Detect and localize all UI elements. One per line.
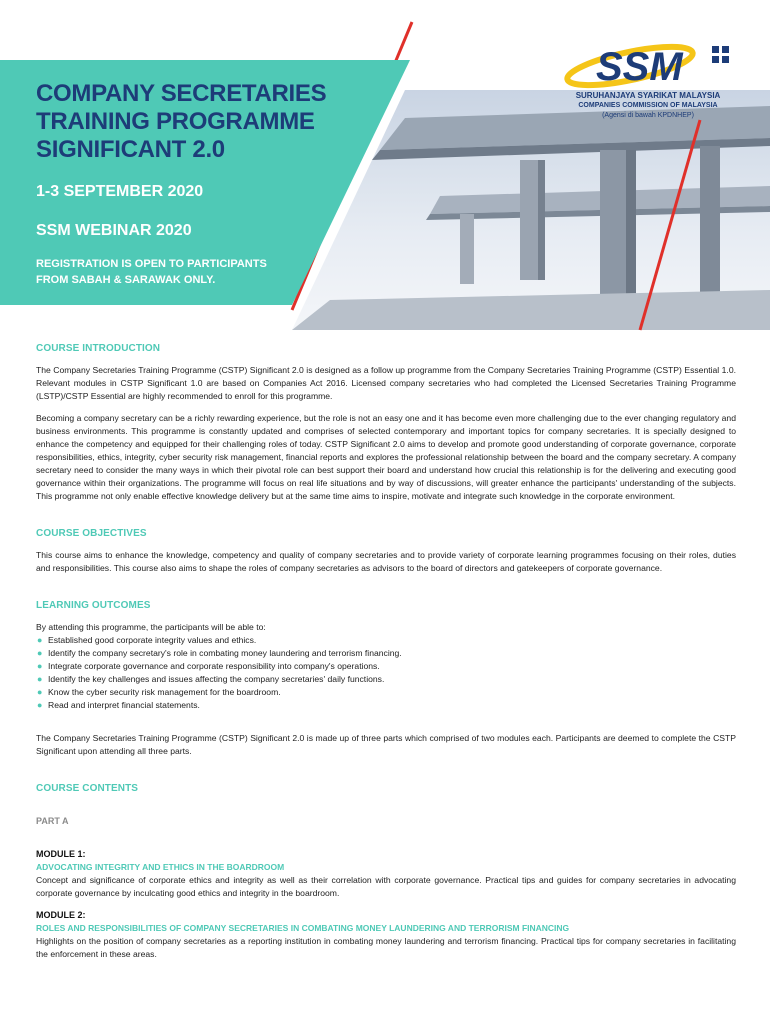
list-item: ● Know the cyber security risk management for the boardroom. [37,687,281,697]
event-webinar: SSM WEBINAR 2020 [36,222,192,239]
title-line-3: SIGNIFICANT 2.0 [36,136,225,163]
registration-note [36,256,316,288]
bullet-icon: ● [37,700,43,710]
objectives-paragraph: This course aims to enhance the knowledge, competency and quality of company secretaries and to provide variety of corporate learning programmes focusing on their roles, duties and responsibilities. This course also aims to shape the roles of company secretaries as advisors to the board of directors and gatekeepers of corporate governance. [36,550,736,573]
outcomes-list [36,634,736,712]
intro-paragraph-2: Becoming a company secretary can be a richly rewarding experience, but the role is not an easy one and it has become even more challenging due to the ever changing regulatory and business environments. This programme is constantly updated and comprises of selected contemporary and important topics for company secretaries. It is specially designed to enhance the competency and equipped for their challenging roles of today. CSTP Significant 2.0 aims to develop and promote good understanding of corporate governance, corporate responsibilities, ethics, integrity, cyber security risk management, financial reports and explores the professional relationship between the board and the company secretary. A company secretary need to consider the many ways in which their pivotal role can best support their board and understand how crucial this relationship is for the delivering and executing good governance within their organizations. The programme will focus on real life situations and by way of discussions, will greater enhance the participants' understanding of the subjects. This programme not only enable effective knowledge delivery but at the same time aims to inspire, motivate and integrate such knowledge in the corporate environment. [36,413,736,501]
bullet-icon: ● [37,648,43,658]
bullet-icon: ● [37,687,43,697]
list-item: ● Integrate corporate governance and corporate responsibility into company's operations. [37,661,380,671]
title-line-1: COMPANY SECRETARIES [36,80,327,107]
logo-commission: COMPANIES COMMISSION OF MALAYSIA [578,102,718,109]
module-1-title: ADVOCATING INTEGRITY AND ETHICS IN THE BOARDROOM [36,862,285,872]
module-2-description: Highlights on the position of company secretaries as a reporting institution in combating money laundering and terrorism financing. Practical tips for company secretaries in facilitating the enforcement in these areas. [36,936,736,959]
event-date: 1-3 SEPTEMBER 2020 [36,183,204,200]
ssm-logo [560,36,740,97]
bullet-icon: ● [37,661,43,671]
hero-banner [0,0,770,340]
intro-heading: COURSE INTRODUCTION [36,343,161,354]
logo-org-name: SURUHANJAYA SYARIKAT MALAYSIA [575,91,721,100]
list-item: ● Identify the key challenges and issues affecting the company secretaries' daily functions. [37,674,385,684]
document-body [36,342,736,961]
list-item: ● Established good corporate integrity values and ethics. [37,635,257,645]
module-1-description: Concept and significance of corporate ethics and integrity as well as their correlation with corporate governance. Practical tips and guides for company secretaries in advocating corporate governance by inculcating good ethics and integrity in the boardroom. [36,875,736,898]
list-item: ● Read and interpret financial statements. [37,700,200,710]
objectives-heading: COURSE OBJECTIVES [36,528,147,539]
module-2-label: MODULE 2: [36,910,86,920]
bullet-icon: ● [37,674,43,684]
registration-line-2: FROM SABAH & SARAWAK ONLY. [36,274,216,286]
outcomes-lead: By attending this programme, the participants will be able to: [36,622,266,632]
module-1-label: MODULE 1: [36,849,86,859]
intro-paragraph-1: The Company Secretaries Training Programme (CSTP) Significant 2.0 is designed as a follow up programme from the Company Secretaries Training Programme (CSTP) Essential 1.0. Relevant modules in CSTP Significant 1.0 are based on Companies Act 2016. Licensed company secretaries who had completed the Licensed Secretaries Training Programme (LSTP)/CSTP Essential are highly recommended to enroll for this programme. [36,365,736,401]
bullet-icon: ● [37,635,43,645]
registration-line-1: REGISTRATION IS OPEN TO PARTICIPANTS [36,258,267,270]
outcomes-closing: The Company Secretaries Training Programme (CSTP) Significant 2.0 is made up of three parts which comprised of two modules each. Participants are deemed to complete the CSTP Significant upon attending all three parts. [36,733,736,756]
contents-heading: COURSE CONTENTS [36,783,139,794]
outcomes-heading: LEARNING OUTCOMES [36,600,151,611]
list-item: ● Identify the company secretary's role in combating money laundering and terrorism financing. [37,648,402,658]
hero-title [36,80,356,164]
title-line-2: TRAINING PROGRAMME [36,108,315,135]
module-2-title: ROLES AND RESPONSIBILITIES OF COMPANY SECRETARIES IN COMBATING MONEY LAUNDERING AND TERRORISM FINANCING [36,923,570,933]
logo-agency: (Agensi di bawah KPDNHEP) [602,112,694,119]
part-label: PART A [36,816,69,826]
ssm-logo-mark [560,36,740,92]
ssm-logo-text: SSM [596,45,683,89]
